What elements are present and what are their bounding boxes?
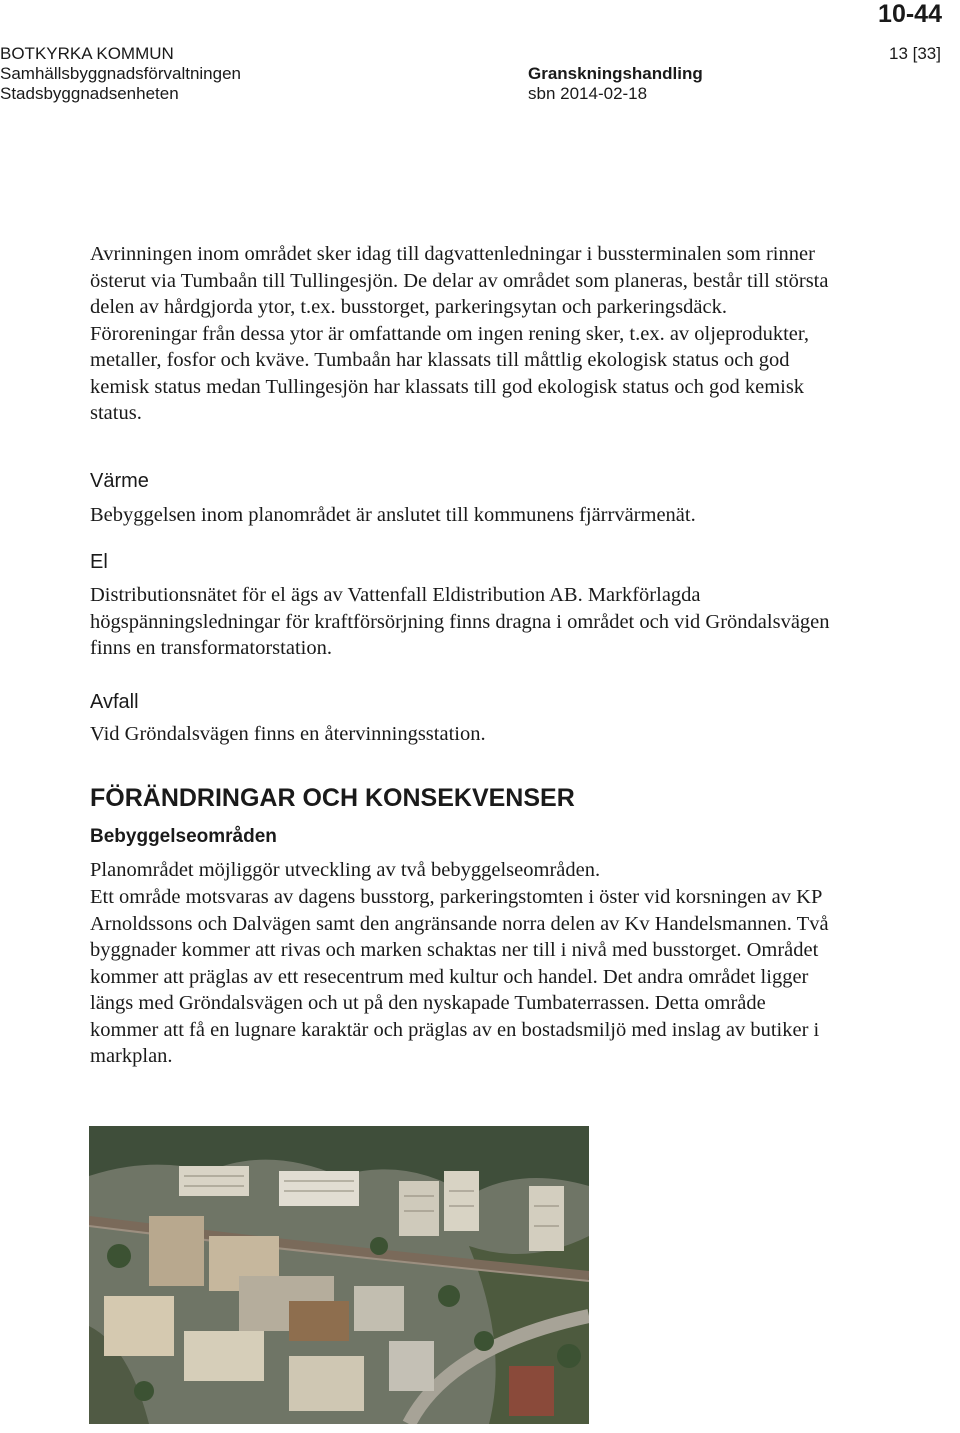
development-areas-heading: Bebyggelseområden [90, 826, 277, 847]
waste-paragraph: Vid Gröndalsvägen finns en återvinningsstation. [90, 723, 486, 745]
waste-heading: Avfall [90, 691, 139, 713]
case-number: 10-44 [878, 0, 942, 28]
heating-heading: Värme [90, 470, 149, 492]
aerial-photo-illustration [89, 1126, 589, 1424]
document-date: sbn 2014-02-18 [528, 84, 648, 103]
department-name: Samhällsbyggnadsförvaltningen [0, 64, 241, 83]
electricity-paragraph: Distributionsnätet för el ägs av Vattenfall Eldistribution AB. Markförlagda högspänningsledningar för kraftförsörjning finns dragna i området och vid Gröndalsvägen finns en transformatorstation. [90, 584, 830, 659]
development-intro-line: Planområdet möjliggör utveckling av två bebyggelseområden. [90, 859, 601, 881]
unit-name: Stadsbyggnadsenheten [0, 84, 179, 103]
changes-heading: FÖRÄNDRINGAR OCH KONSEKVENSER [90, 784, 575, 812]
development-paragraph: Ett område motsvaras av dagens busstorg, parkeringstomten i öster vid korsningen av KP Arnoldssons och Dalvägen samt den angränsande norra delen av Kv Handelsmannen. Två byggnader kommer att rivas och marken schaktas ner till i nivå med busstorget. Området kommer att präglas av ett resecentrum med kultur och handel. Det andra området ligger längs med Gröndalsvägen och ut på den nyskapade Tumbaterrassen. Detta område kommer att få en lugnare karaktär och präglas av en bostadsmiljö med inslag av butiker i markplan. [90, 886, 829, 1067]
aerial-photo [89, 1126, 589, 1424]
heating-paragraph: Bebyggelsen inom planområdet är anslutet till kommunens fjärrvärmenät. [90, 504, 696, 526]
document-type: Granskningshandling [528, 64, 703, 83]
stormwater-paragraph: Avrinningen inom området sker idag till dagvattenledningar i bussterminalen som rinner österut via Tumbaån till Tullingesjön. De delar av området som planeras, består till största delen av hårdgjorda ytor, t.ex. busstorget, parkeringsytan och parkeringsdäck. Föroreningar från dessa ytor är omfattande om ingen rening sker, t.ex. av oljeprodukter, metaller, fosfor och kväve. Tumbaån har klassats till måttlig ekologisk status och god kemisk status medan Tullingesjön har klassats till god ekologisk status och god kemisk status. [90, 243, 829, 424]
electricity-heading: El [90, 551, 108, 573]
organization-name: BOTKYRKA KOMMUN [0, 44, 174, 63]
page-number: 13 [33] [889, 44, 941, 63]
